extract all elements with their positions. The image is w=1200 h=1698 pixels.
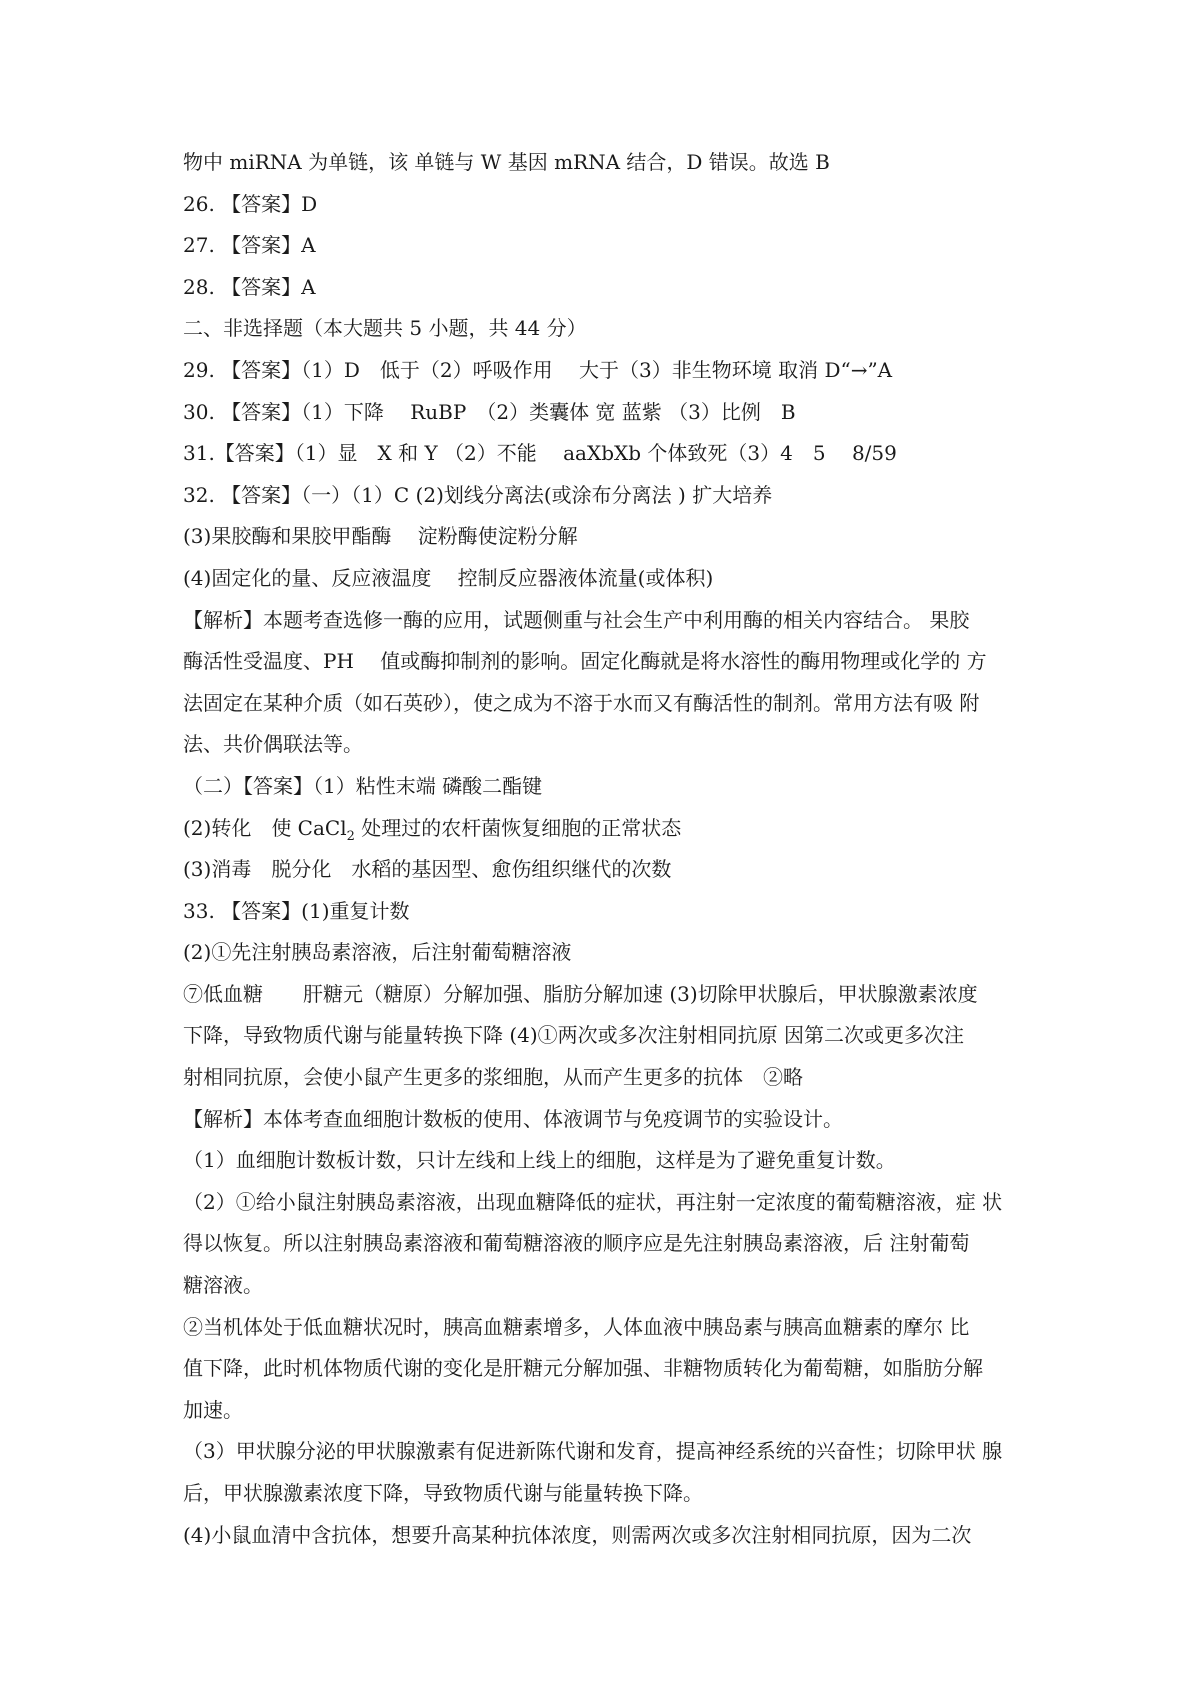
text-line: 28. 【答案】A <box>183 274 316 299</box>
text-line: 法固定在某种介质（如石英砂），使之成为不溶于水而又有酶活性的制剂。常用方法有吸 附 <box>183 690 980 715</box>
text-line: (3)消毒 脱分化 水稻的基因型、愈伤组织继代的次数 <box>183 857 672 882</box>
cacl2-line-before: (2)转化 使 CaCl <box>183 815 347 840</box>
text-line: 得以恢复。所以注射胰岛素溶液和葡萄糖溶液的顺序应是先注射胰岛素溶液，后 注射葡萄 <box>183 1231 970 1256</box>
document-body <box>183 142 1023 1556</box>
cacl2-subscript: 2 <box>346 828 355 844</box>
text-line-cacl2 <box>183 808 1023 850</box>
text-line: (3)果胶酶和果胶甲酯酶 淀粉酶使淀粉分解 <box>183 524 578 549</box>
cacl2-line-after: 处理过的农杆菌恢复细胞的正常状态 <box>354 815 682 840</box>
text-line: 32. 【答案】（一）（1）C (2)划线分离法(或涂布分离法 ) 扩大培养 <box>183 482 773 507</box>
text-line: 值下降，此时机体物质代谢的变化是肝糖元分解加强、非糖物质转化为葡萄糖，如脂肪分解 <box>183 1356 983 1381</box>
text-line: 法、共价偶联法等。 <box>183 732 363 757</box>
text-line: 26. 【答案】D <box>183 191 318 216</box>
text-line: （1）血细胞计数板计数，只计左线和上线上的细胞，这样是为了避免重复计数。 <box>183 1148 896 1173</box>
text-line: 29. 【答案】（1）D 低于（2）呼吸作用 大于（3）非生物环境 取消 D“→”A <box>183 357 893 382</box>
text-line: (4)固定化的量、反应液温度 控制反应器液体流量(或体积) <box>183 565 714 590</box>
text-line: 物中 miRNA 为单链，该 单链与 W 基因 mRNA 结合，D 错误。故选 B <box>183 150 830 174</box>
text-line: ⑦低血糖 肝糖元（糖原）分解加强、脂肪分解加速 (3)切除甲状腺后，甲状腺激素浓度 <box>183 981 978 1006</box>
text-line: (4)小鼠血清中含抗体，想要升高某种抗体浓度，则需两次或多次注射相同抗原，因为二次 <box>183 1522 972 1547</box>
text-line: 下降，导致物质代谢与能量转换下降 (4)①两次或多次注射相同抗原 因第二次或更多次注 <box>183 1023 965 1048</box>
text-line: 射相同抗原，会使小鼠产生更多的浆细胞，从而产生更多的抗体 ②略 <box>183 1065 803 1090</box>
text-line: 二、非选择题（本大题共 5 小题，共 44 分） <box>183 316 587 341</box>
text-line: 27. 【答案】A <box>183 233 316 258</box>
text-line: 【解析】本题考查选修一酶的应用，试题侧重与社会生产中利用酶的相关内容结合。 果胶 <box>183 607 970 632</box>
text-line: 31.【答案】（1）显 X 和 Y （2）不能 aaXbXb 个体致死（3）4 5 8/59 <box>183 441 897 466</box>
text-line: 后，甲状腺激素浓度下降，导致物质代谢与能量转换下降。 <box>183 1481 703 1505</box>
text-line: (2)①先注射胰岛素溶液，后注射葡萄糖溶液 <box>183 940 572 965</box>
text-line: 30. 【答案】（1）下降 RuBP （2）类囊体 宽 蓝紫 （3）比例 B <box>183 399 796 424</box>
text-line: （二）【答案】（1）粘性末端 磷酸二酯键 <box>183 773 543 798</box>
text-line: 33. 【答案】(1)重复计数 <box>183 898 410 923</box>
text-line: 酶活性受温度、PH 值或酶抑制剂的影响。固定化酶就是将水溶性的酶用物理或化学的 方 <box>183 649 987 674</box>
text-line: 【解析】本体考查血细胞计数板的使用、体液调节与免疫调节的实验设计。 <box>183 1106 843 1131</box>
text-line: （2）①给小鼠注射胰岛素溶液，出现血糖降低的症状，再注射一定浓度的葡萄糖溶液，症 状 <box>183 1189 1003 1214</box>
text-line: 加速。 <box>183 1397 243 1422</box>
text-line: ②当机体处于低血糖状况时，胰高血糖素增多，人体血液中胰岛素与胰高血糖素的摩尔 比 <box>183 1314 970 1339</box>
text-line: 糖溶液。 <box>183 1273 263 1298</box>
text-line: （3）甲状腺分泌的甲状腺激素有促进新陈代谢和发育，提高神经系统的兴奋性；切除甲状 腺 <box>183 1439 1003 1464</box>
